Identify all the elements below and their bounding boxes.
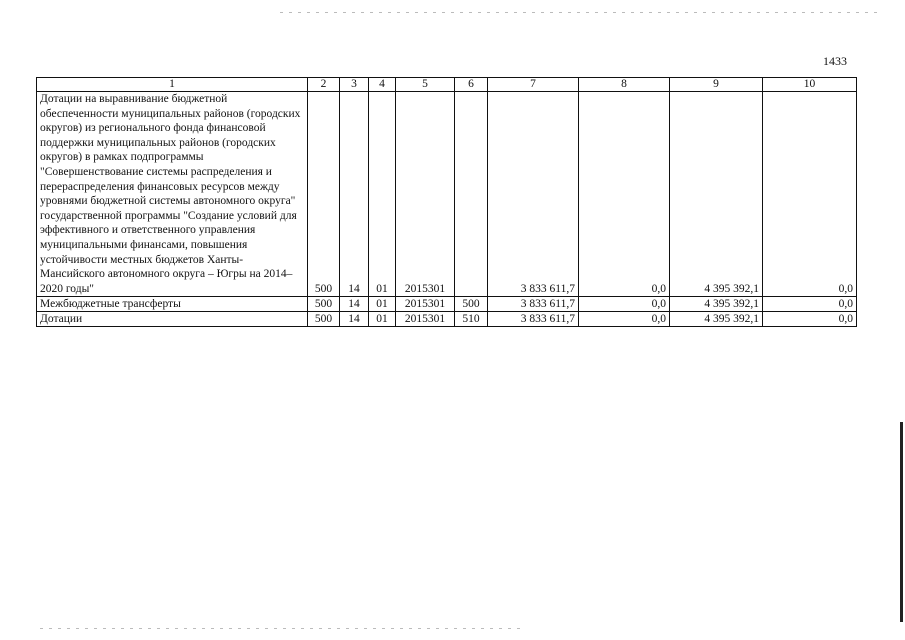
cell-col10: 0,0 — [763, 297, 857, 312]
cell-col2: 500 — [308, 92, 340, 297]
column-header: 6 — [455, 78, 488, 92]
cell-col7: 3 833 611,7 — [488, 297, 579, 312]
table-row — [37, 92, 857, 297]
scan-artifact-bottom — [40, 628, 520, 629]
page-number: 1433 — [823, 54, 847, 68]
cell-col7: 3 833 611,7 — [488, 312, 579, 327]
cell-col4: 01 — [369, 92, 396, 297]
table-row — [37, 312, 857, 327]
column-header: 2 — [308, 78, 340, 92]
cell-col8: 0,0 — [579, 297, 670, 312]
cell-col10: 0,0 — [763, 92, 857, 297]
column-header: 4 — [369, 78, 396, 92]
column-header: 5 — [396, 78, 455, 92]
cell-col3: 14 — [340, 92, 369, 297]
column-header: 3 — [340, 78, 369, 92]
header-row — [37, 78, 857, 92]
cell-col10: 0,0 — [763, 312, 857, 327]
column-header: 7 — [488, 78, 579, 92]
column-header: 1 — [37, 78, 308, 92]
cell-col5: 2015301 — [396, 312, 455, 327]
row-description: Дотации на выравнивание бюджетной обеспеченности муниципальных районов (городских округов) из регионального фонда финансовой поддержки муниципальных районов (городских округов) в рамках подпрограммы "Совершенствование системы распределения и перераспределения финансовых ресурсов между уровнями бюджетной системы автономного округа" государственной программы "Создание условий для эффективного и ответственного управления муниципальными финансами, повышения устойчивости местных бюджетов Ханты-Мансийского автономного округа – Югры на 2014–2020 годы" — [37, 92, 308, 297]
column-header: 9 — [670, 78, 763, 92]
cell-col3: 14 — [340, 297, 369, 312]
cell-col6 — [455, 92, 488, 297]
cell-col8: 0,0 — [579, 92, 670, 297]
cell-col3: 14 — [340, 312, 369, 327]
cell-col6: 510 — [455, 312, 488, 327]
cell-col8: 0,0 — [579, 312, 670, 327]
scan-artifact-top — [280, 12, 880, 13]
cell-col9: 4 395 392,1 — [670, 312, 763, 327]
column-header: 8 — [579, 78, 670, 92]
scan-edge-bar — [900, 422, 903, 622]
cell-col2: 500 — [308, 297, 340, 312]
cell-col5: 2015301 — [396, 92, 455, 297]
cell-col5: 2015301 — [396, 297, 455, 312]
column-header: 10 — [763, 78, 857, 92]
cell-col9: 4 395 392,1 — [670, 297, 763, 312]
cell-col2: 500 — [308, 312, 340, 327]
cell-col9: 4 395 392,1 — [670, 92, 763, 297]
row-description: Межбюджетные трансферты — [37, 297, 308, 312]
cell-col4: 01 — [369, 297, 396, 312]
cell-col7: 3 833 611,7 — [488, 92, 579, 297]
table-row — [37, 297, 857, 312]
cell-col6: 500 — [455, 297, 488, 312]
cell-col4: 01 — [369, 312, 396, 327]
budget-table — [36, 77, 857, 327]
row-description: Дотации — [37, 312, 308, 327]
